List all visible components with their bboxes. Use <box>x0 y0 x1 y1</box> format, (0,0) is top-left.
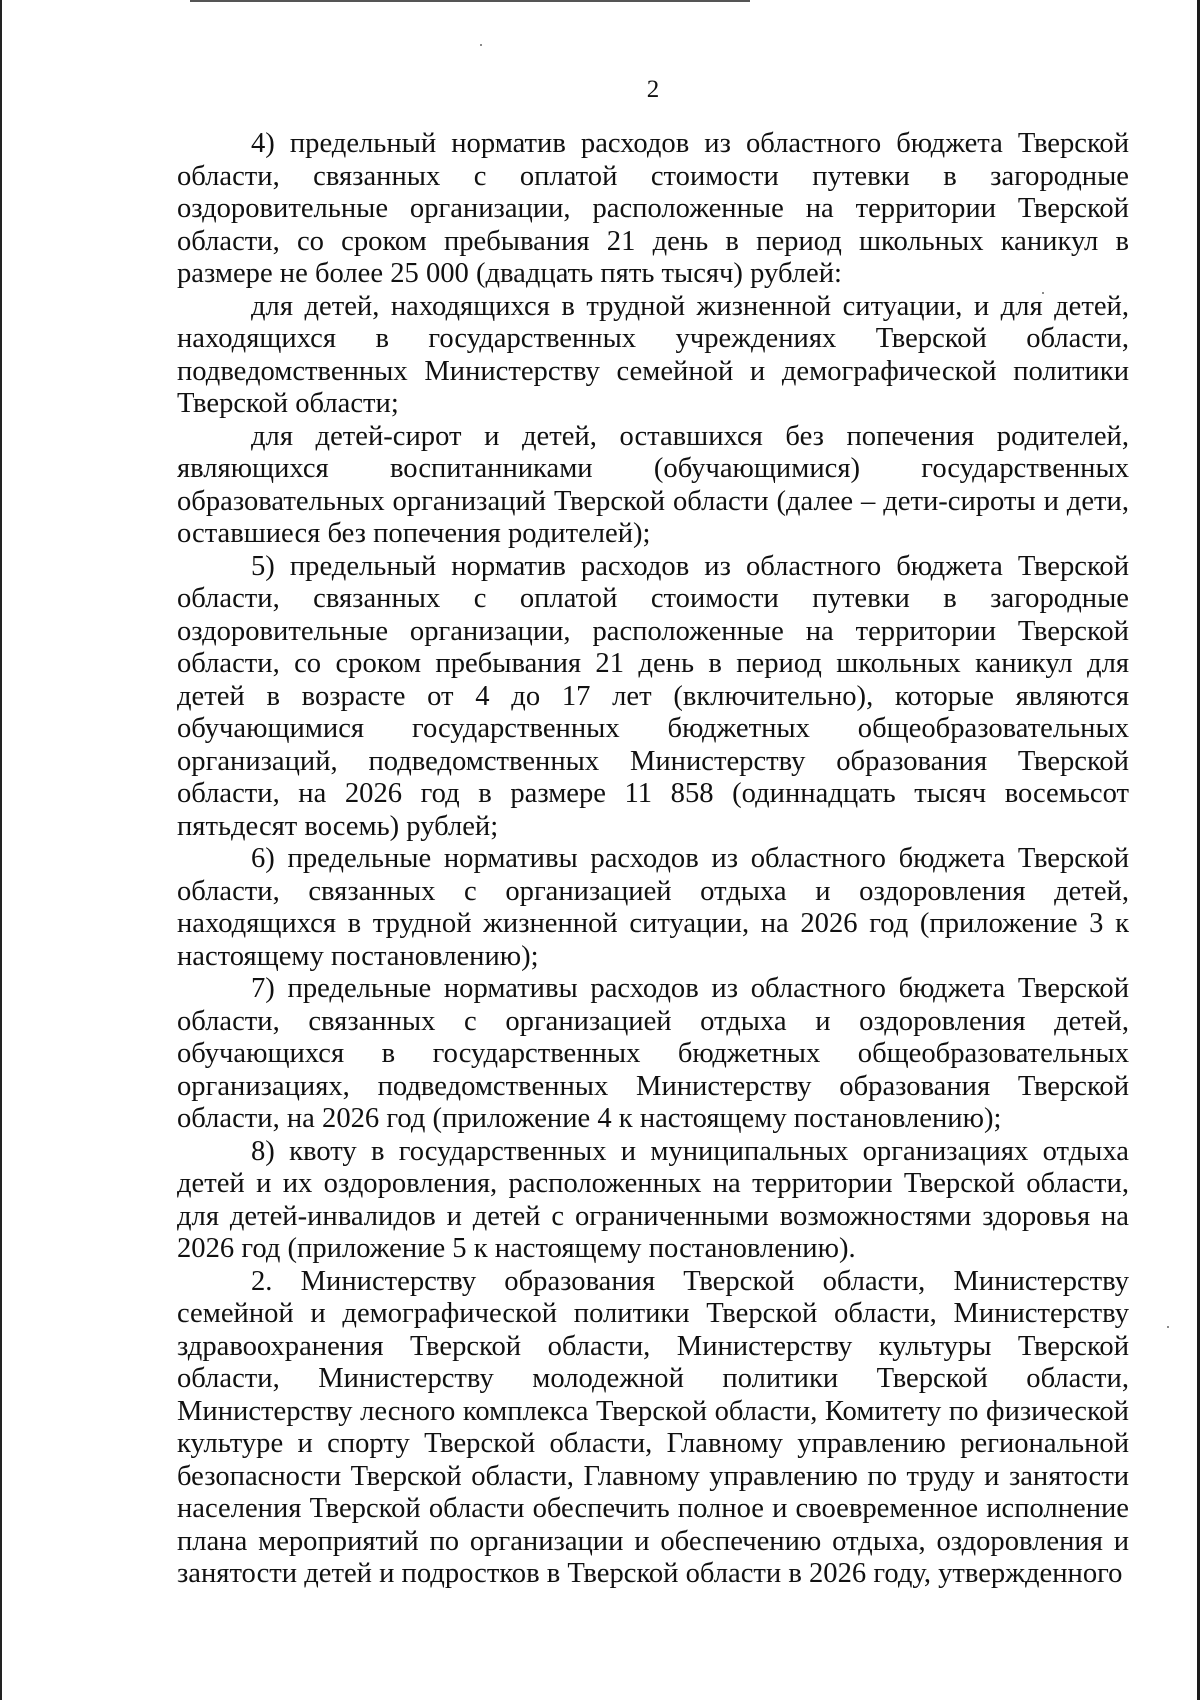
scan-speck <box>480 44 482 46</box>
paragraph-section-2: 2. Министерству образования Тверской области, Министерству семейной и демографической политики Тверской области, Министерству здравоохранения Тверской области, Министерству культуры Тверской области, Министерству молодежной политики Тверской области, Министерству лесного комплекса Тверской области, Комитету по физической культуре и спорту Тверской области, Главному управлению региональной безопасности Тверской области, Главному управлению по труду и занятости населения Тверской области обеспечить полное и своевременное исполнение плана мероприятий по организации и обеспечению отдыха, оздоровления и занятости детей и подростков в Тверской области в 2026 году, утвержденного <box>177 1265 1129 1589</box>
paragraph-item-4: 4) предельный норматив расходов из областного бюджета Тверской области, связанных с оплатой стоимости путевки в загородные оздоровительные организации, расположенные на территории Тверской области, со сроком пребывания 21 день в период школьных каникул в размере не более 25 000 (двадцать пять тысяч) рублей: <box>177 128 1129 289</box>
scan-edge-left <box>0 0 2 1700</box>
paragraph-children-difficult-situation: для детей, находящихся в трудной жизненной ситуации, и для детей, находящихся в государственных учреждениях Тверской области, подведомственных Министерству семейной и демографической политики Тверской области; <box>177 290 1129 419</box>
paragraph-item-8: 8) квоту в государственных и муниципальных организациях отдыха детей и их оздоровления, расположенных на территории Тверской области, для детей-инвалидов и детей с ограниченными возможностями здоровья на 2026 год (приложение 5 к настоящему постановлению). <box>177 1135 1129 1264</box>
paragraph-item-7: 7) предельные нормативы расходов из областного бюджета Тверской области, связанных с организацией отдыха и оздоровления детей, обучающихся в государственных бюджетных общеобразовательных организациях, подведомственных Министерству образования Тверской области, на 2026 год (приложение 4 к настоящему постановлению); <box>177 973 1129 1134</box>
scan-speck <box>1167 1326 1169 1328</box>
scan-edge-top <box>190 0 750 2</box>
paragraph-orphans: для детей-сирот и детей, оставшихся без попечения родителей, являющихся воспитанниками (обучающимися) государственных образовательных организаций Тверской области (далее – дети-сироты и дети, оставшиеся без попечения родителей); <box>177 420 1129 549</box>
page-number: 2 <box>646 76 660 103</box>
paragraph-item-6: 6) предельные нормативы расходов из областного бюджета Тверской области, связанных с организацией отдыха и оздоровления детей, находящихся в трудной жизненной ситуации, на 2026 год (приложение 3 к настоящему постановлению); <box>177 843 1129 972</box>
document-body <box>177 128 1129 1591</box>
paragraph-item-5: 5) предельный норматив расходов из областного бюджета Тверской области, связанных с оплатой стоимости путевки в загородные оздоровительные организации, расположенные на территории Тверской области, со сроком пребывания 21 день в период школьных каникул для детей в возрасте от 4 до 17 лет (включительно), которые являются обучающимися государственных бюджетных общеобразовательных организаций, подведомственных Министерству образования Тверской области, на 2026 год в размере 11 858 (одиннадцать тысяч восемьсот пятьдесят восемь) рублей; <box>177 550 1129 842</box>
